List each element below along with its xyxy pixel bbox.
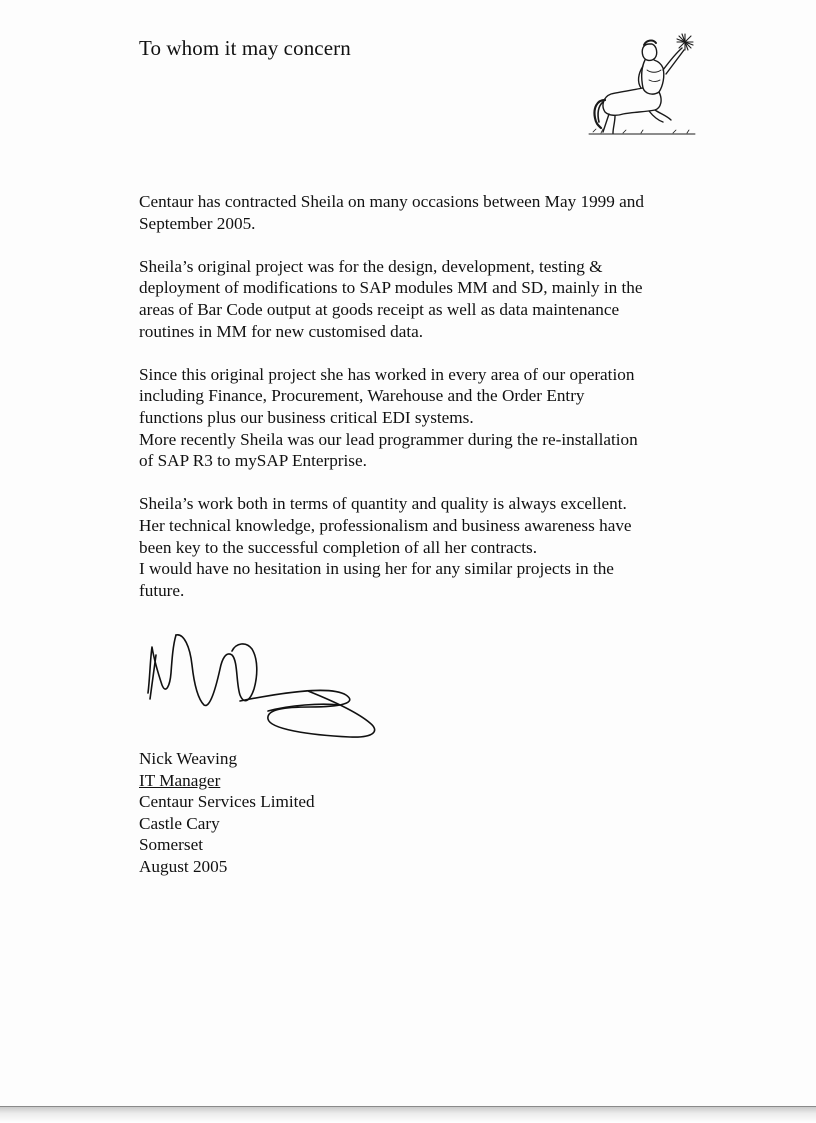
signoff-block bbox=[139, 748, 315, 878]
paragraph: Sheila’s work both in terms of quantity and quality is always excellent. Her technical knowledge, professionalism and business awareness have been key to the successful completion of all her contracts. I would have no hesitation in using her for any similar projects in the future. bbox=[139, 494, 632, 600]
letter-date: August 2005 bbox=[139, 856, 228, 876]
paragraph: Since this original project she has worked in every area of our operation including Finance, Procurement, Warehouse and the Order Entry functions plus our business critical EDI systems. More recently Sheila was our lead programmer during the re-installation of SAP R3 to mySAP Enterprise. bbox=[139, 364, 638, 471]
handwritten-signature-icon bbox=[140, 625, 385, 747]
signer-name: Nick Weaving bbox=[139, 749, 238, 768]
signer-title: IT Manager bbox=[139, 770, 221, 790]
paragraph: Sheila’s original project was for the design, development, testing & deployment of modifications to SAP modules MM and SD, mainly in the areas of Bar Code output at goods receipt as well as data maintenance routines in MM for new customised data. bbox=[139, 256, 643, 341]
paragraph: Centaur has contracted Sheila on many occasions between May 1999 and September 2005. bbox=[139, 192, 644, 233]
centaur-logo-icon bbox=[583, 30, 699, 138]
scan-edge bbox=[0, 1107, 816, 1123]
address-town: Castle Cary bbox=[139, 813, 220, 833]
address-county: Somerset bbox=[139, 835, 203, 855]
salutation: To whom it may concern bbox=[139, 36, 351, 60]
letter-body bbox=[139, 191, 699, 623]
company-name: Centaur Services Limited bbox=[139, 792, 315, 812]
